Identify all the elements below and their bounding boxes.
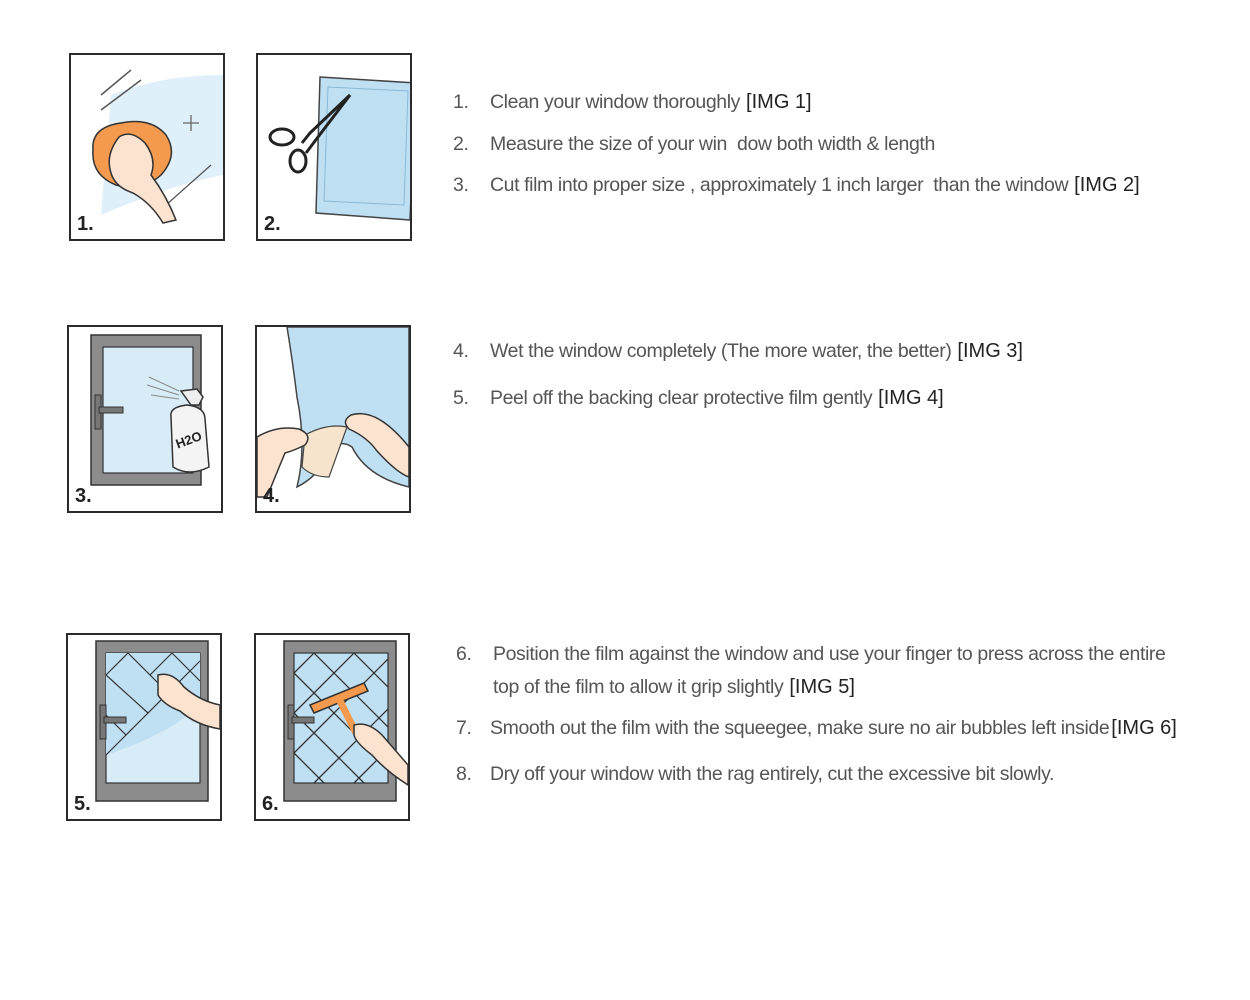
illustration-panel-6 bbox=[254, 633, 410, 821]
illustration-panel-3 bbox=[67, 325, 223, 513]
step-text: Position the film against the window and use your finger to press across the entire bbox=[493, 643, 1166, 665]
h2o-label: H2O bbox=[173, 428, 204, 452]
step-number: 6. bbox=[456, 643, 472, 665]
step-text: Clean your window thoroughly bbox=[490, 91, 741, 113]
panel-number: 1. bbox=[77, 213, 94, 235]
positioning-film-illustration bbox=[68, 635, 220, 819]
illustration-panel-4 bbox=[255, 325, 411, 513]
step-text: Dry off your window with the rag entirely, cut the excessive bit slowly. bbox=[490, 763, 1055, 785]
step-6-continuation bbox=[493, 676, 855, 699]
panel-number: 6. bbox=[262, 793, 279, 815]
panel-number: 5. bbox=[74, 793, 91, 815]
panel-number: 2. bbox=[264, 213, 281, 235]
step-number: 5. bbox=[453, 387, 469, 409]
image-reference: [IMG 4] bbox=[878, 387, 944, 409]
image-reference: [IMG 1] bbox=[746, 91, 812, 113]
panel-number: 3. bbox=[75, 485, 92, 507]
image-reference: [IMG 3] bbox=[957, 340, 1023, 362]
step-text: Peel off the backing clear protective film gently bbox=[490, 387, 873, 409]
illustration-panel-1 bbox=[69, 53, 225, 241]
panel-number: 4. bbox=[263, 485, 280, 507]
illustration-panel-5 bbox=[66, 633, 222, 821]
step-text: Measure the size of your win dow both width & length bbox=[490, 133, 935, 155]
step-text: Smooth out the film with the squeegee, make sure no air bubbles left inside bbox=[490, 717, 1110, 739]
step-number: 2. bbox=[453, 133, 469, 155]
step-text-continued: top of the film to allow it grip slightly bbox=[493, 676, 784, 698]
squeegee-illustration bbox=[256, 635, 408, 819]
step-number: 8. bbox=[456, 763, 472, 785]
spraying-window-illustration bbox=[69, 327, 221, 511]
step-text: Cut film into proper size , approximately 1 inch larger than the window bbox=[490, 174, 1069, 196]
peeling-film-illustration bbox=[257, 327, 409, 511]
step-text: Wet the window completely (The more water, the better) bbox=[490, 340, 952, 362]
image-reference: [IMG 5] bbox=[789, 676, 855, 698]
image-reference: [IMG 6] bbox=[1111, 717, 1177, 739]
cleaning-window-illustration bbox=[71, 55, 223, 239]
illustration-panel-2 bbox=[256, 53, 412, 241]
cutting-film-illustration bbox=[258, 55, 410, 239]
step-number: 3. bbox=[453, 174, 469, 196]
step-number: 1. bbox=[453, 91, 469, 113]
step-number: 4. bbox=[453, 340, 469, 362]
step-number: 7. bbox=[456, 717, 472, 739]
image-reference: [IMG 2] bbox=[1074, 174, 1140, 196]
